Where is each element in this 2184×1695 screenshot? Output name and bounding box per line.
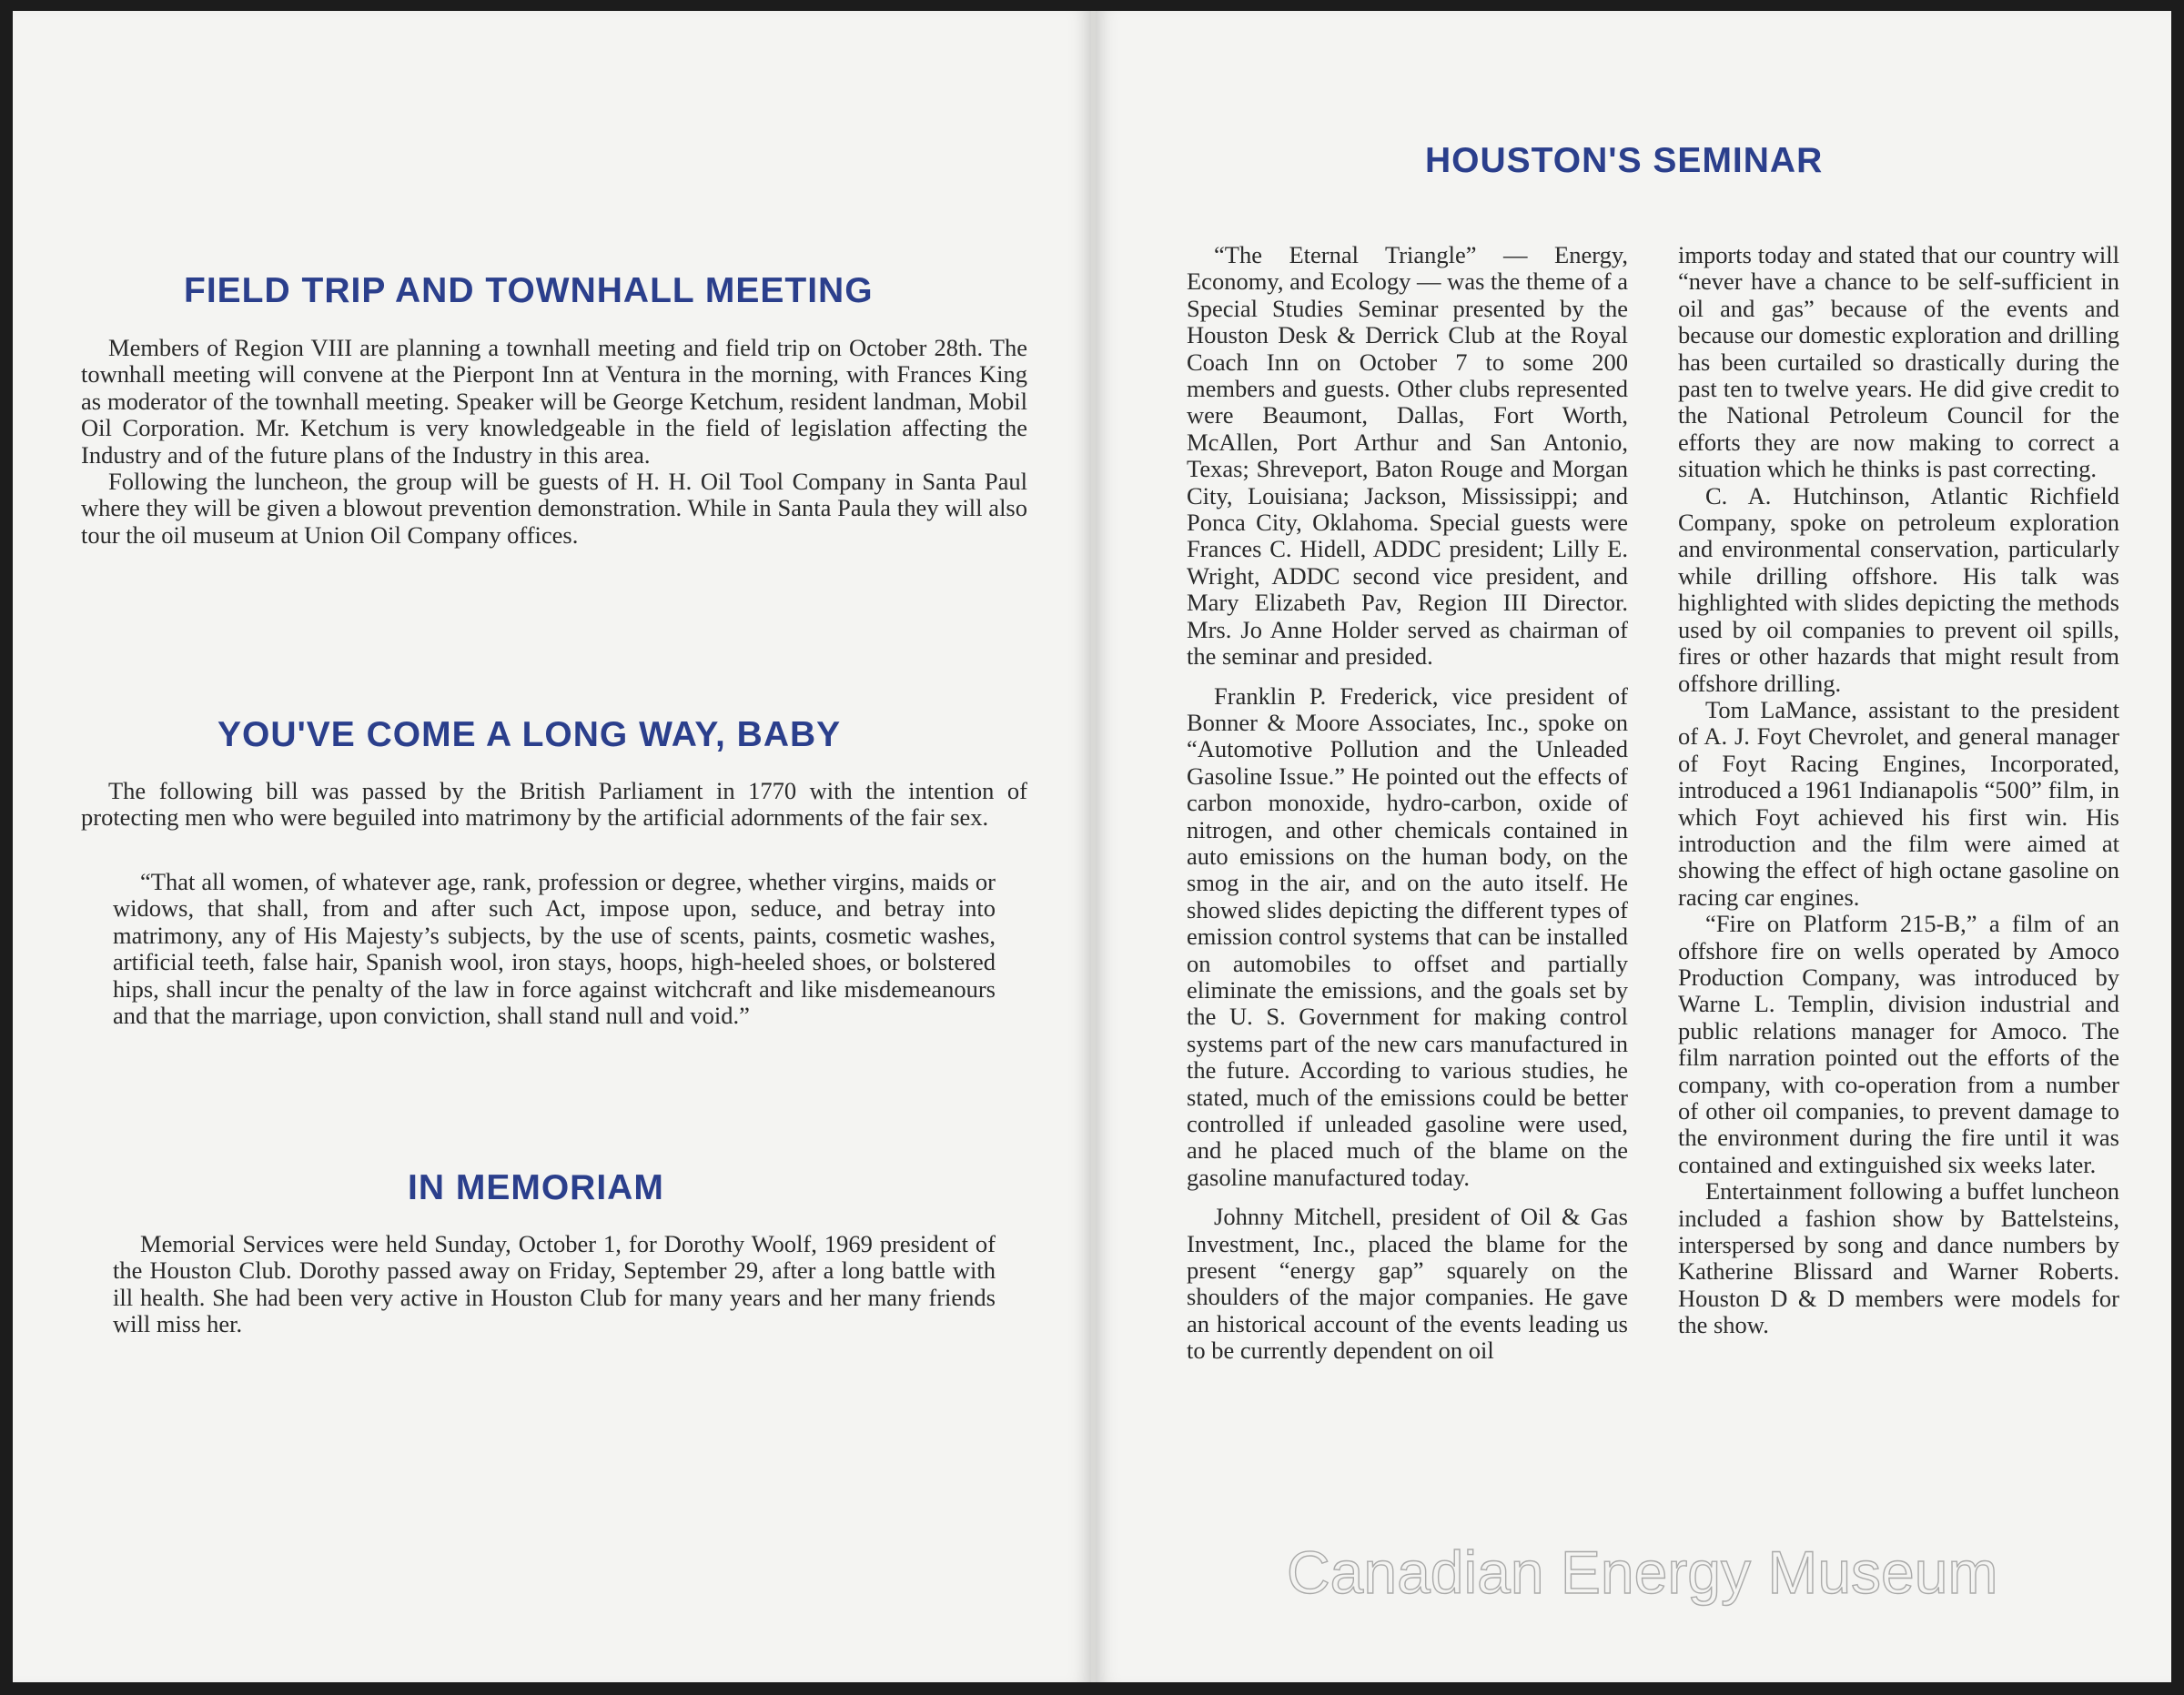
- field-trip-paragraph-2: Following the luncheon, the group will be guests of H. H. Oil Tool Company in Santa Paul where they will be given a blowout prevention demonstration. While in Santa Paula they will also tour the oil museum at Union Oil Company offices.: [81, 468, 1027, 549]
- long-way-body: [81, 778, 1027, 832]
- field-trip-body: [81, 335, 1027, 549]
- seminar-col2-paragraph-3: Tom LaMance, assistant to the president of A. J. Foyt Chevrolet, and general manager of Foyt Racing Engines, Incorporated, introduced a 1961 Indianapolis “500” film, in which Foyt achieved his first win. His introduction and the film were aimed at showing the effect of high octane gasoline on racing car engines.: [1678, 695, 2119, 911]
- seminar-col1-paragraph-2: Franklin P. Frederick, vice president of Bonner & Moore Associates, Inc., spoke on “Automotive Pollution and the Unleaded Gasoline Issue.” He pointed out the effects of carbon monoxide, hydro-carbon, oxide of nitrogen, and other chemicals contained in auto emissions on the human body, on the smog in the air, and on the auto itself. He showed slides depicting the different types of emission control systems that can be installed on automobiles to offset and partially eliminate the emissions, and the goals set by the U. S. Government for making control systems part of the new cars manufactured in the future. According to various studies, he stated, much of the emissions could be better controlled if unleaded gasoline were used, and he placed much of the blame on the gasoline manufactured today.: [1187, 681, 1628, 1191]
- memoriam-text: Memorial Services were held Sunday, October 1, for Dorothy Woolf, 1969 president of the Houston Club. Dorothy passed away on Friday, September 29, after a long battle with ill health. She had been very active in Houston Club for many years and her many friends will miss her.: [113, 1230, 996, 1338]
- seminar-col1-paragraph-1: “The Eternal Triangle” — Energy, Economy, and Ecology — was the theme of a Special Studies Seminar presented by the Houston Desk & Derrick Club at the Royal Coach Inn on October 7 to some 200 members and guests. Other clubs represented were Beaumont, Dallas, Fort Worth, McAllen, Port Arthur and San Antonio, Texas; Shreveport, Baton Rouge and Morgan City, Louisiana; Jackson, Mississippi; and Ponca City, Oklahoma. Special guests were Frances C. Hidell, ADDC president; Lilly E. Wright, ADDC second vice president, and Mary Elizabeth Pav, Region III Director. Mrs. Jo Anne Holder served as chairman of the seminar and presided.: [1187, 241, 1628, 671]
- seminar-column-1: [1187, 242, 1628, 1365]
- field-trip-heading: FIELD TRIP AND TOWNHALL MEETING: [184, 271, 874, 310]
- seminar-heading: HOUSTON'S SEMINAR: [1425, 141, 1824, 180]
- long-way-intro: The following bill was passed by the British Parliament in 1770 with the intention of protecting men who were beguiled into matrimony by the artificial adornments of the fair sex.: [81, 777, 1027, 832]
- museum-watermark: Canadian Energy Museum: [1287, 1539, 1998, 1606]
- long-way-quote-block: [113, 869, 996, 1029]
- booklet-spread: [13, 11, 2171, 1682]
- long-way-quote: “That all women, of whatever age, rank, profession or degree, whether virgins, maids or widows, that shall, from and after such Act, impose upon, seduce, and betray into matrimony, any of His Majesty’s subjects, by the use of scents, paints, cosmetic washes, artificial teeth, false hair, Spanish wool, iron stays, hoops, high-heeled shoes, or bolstered hips, shall incur the penalty of the law in force against witchcraft and like misdemeanours and that the marriage, upon conviction, shall stand null and void.”: [113, 868, 996, 1030]
- long-way-heading: YOU'VE COME A LONG WAY, BABY: [217, 715, 842, 754]
- seminar-col2-paragraph-2: C. A. Hutchinson, Atlantic Richfield Company, spoke on petroleum exploration and environmental conservation, particularly while drilling offshore. His talk was highlighted with slides depicting the methods used by oil companies to prevent oil spills, fires or other hazards that might result from offshore drilling.: [1678, 481, 2119, 697]
- right-page: [1096, 11, 2171, 1682]
- memoriam-body: [113, 1231, 996, 1338]
- seminar-col2-paragraph-5: Entertainment following a buffet luncheon included a fashion show by Battelsteins, interspersed by song and dance numbers by Katherine Blissard and Warner Roberts. Houston D & D members were models for the show.: [1678, 1177, 2119, 1339]
- left-page: [13, 11, 1091, 1682]
- seminar-col2-paragraph-1: imports today and stated that our country will “never have a chance to be self-sufficient in oil and gas” because of the events and because our domestic exploration and drilling has been curtailed so drastically during the past ten to twelve years. He did give credit to the National Petroleum Council for the efforts they are now making to correct a situation which he thinks is past correcting.: [1678, 241, 2119, 483]
- seminar-col2-paragraph-4: “Fire on Platform 215-B,” a film of an offshore fire on wells operated by Amoco Production Company, was introduced by Warne L. Templin, division industrial and public relations manager for Amoco. The film narration pointed out the efforts of the company, with co-operation from a number of other oil companies, to prevent damage to the environment during the fire until it was contained and extinguished six weeks later.: [1678, 910, 2119, 1178]
- field-trip-paragraph-1: Members of Region VIII are planning a townhall meeting and field trip on October 28th. The townhall meeting will convene at the Pierpont Inn at Ventura in the morning, with Frances King as moderator of the townhall meeting. Speaker will be George Ketchum, resident landman, Mobil Oil Corporation. Mr. Ketchum is very knowledgeable in the field of legislation affecting the Industry and of the future plans of the Industry in this area.: [81, 334, 1027, 469]
- memoriam-heading: IN MEMORIAM: [408, 1168, 664, 1207]
- seminar-col1-paragraph-3: Johnny Mitchell, president of Oil & Gas Investment, Inc., placed the blame for the present “energy gap” squarely on the shoulders of the major companies. He gave an historical account of the events leading us to be currently dependent on oil: [1187, 1203, 1628, 1365]
- seminar-column-2: [1678, 242, 2119, 1339]
